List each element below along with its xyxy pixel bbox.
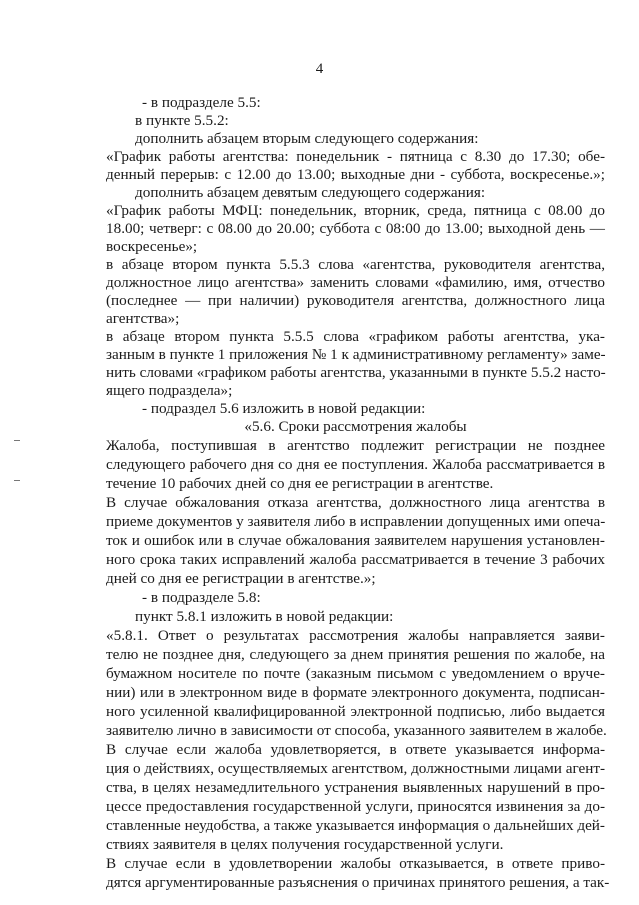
text-line: ного срока таких исправлений жалоба рассматривается в течение 3 рабочих (106, 551, 605, 568)
text-line: приеме документов у заявителя либо в исправлении допущенных ими опеча- (106, 513, 606, 530)
text-line: В случае если жалоба удовлетворяется, в ответе указывается информа- (106, 741, 605, 758)
text-line: 18.00; четверг: с 08.00 до 20.00; суббота с 08:00 до 13.00; выходной день — (106, 220, 605, 237)
text-line: дополнить абзацем вторым следующего содержания: (135, 130, 479, 147)
page-number: 4 (315, 61, 324, 77)
text-line: в абзаце втором пункта 5.5.3 слова «агентства, руководителя агентства, (106, 256, 605, 273)
text-line: пункт 5.8.1 изложить в новой редакции: (135, 608, 394, 625)
text-line: ства, в целях незамедлительного устранения выявленных нарушений в про- (106, 779, 605, 796)
text-line: - в подразделе 5.5: (142, 94, 261, 111)
text-line: «5.8.1. Ответ о результатах рассмотрения жалобы направляется заяви- (106, 627, 605, 644)
text-line: - в подразделе 5.8: (142, 589, 261, 606)
text-line: (последнее — при наличии) руководителя агентства, должностного лица (106, 292, 605, 309)
text-line: заявителю лично в зависимости от способа, указанного заявителем в жалобе. (106, 722, 607, 739)
text-line: ствиях заявителя в целях получения государственной услуги. (106, 836, 504, 853)
text-line: нии) или в электронном виде в формате электронного документа, подписан- (106, 684, 605, 701)
text-line: нить словами «графиком работы агентства, указанными в пункте 5.5.2 насто- (106, 364, 606, 381)
text-line: дополнить абзацем девятым следующего содержания: (135, 184, 486, 201)
text-line: в абзаце втором пункта 5.5.5 слова «графиком работы агентства, ука- (106, 328, 605, 345)
text-line: ция о действиях, осуществляемых агентством, должностными лицами агент- (106, 760, 606, 777)
text-line: занным в пункте 1 приложения № 1 к административному регламенту» заме- (106, 346, 606, 363)
text-line: телю не позднее дня, следующего за днем принятия решения по жалобе, на (106, 646, 605, 663)
text-line: в пункте 5.5.2: (135, 112, 229, 129)
text-line: агентства»; (106, 310, 180, 327)
section-heading: «5.6. Сроки рассмотрения жалобы (244, 418, 467, 435)
text-line: следующего рабочего дня со дня ее поступления. Жалоба рассматривается в (106, 456, 605, 473)
margin-mark (14, 480, 20, 481)
text-line: бумажном носителе по почте (заказным письмом с уведомлением о вруче- (106, 665, 605, 682)
margin-mark (14, 440, 20, 441)
text-line: В случае обжалования отказа агентства, должностного лица агентства в (106, 494, 605, 511)
text-line: «График работы агентства: понедельник - пятница с 8.30 до 17.30; обе- (106, 148, 605, 165)
text-line: ставленные неудобства, а также указывается информация о дальнейших дей- (106, 817, 605, 834)
text-line: дятся аргументированные разъяснения о причинах принятого решения, а так- (106, 874, 610, 891)
text-line: В случае если в удовлетворении жалобы отказывается, в ответе приво- (106, 855, 605, 872)
text-line: ного усиленной квалифицированной электронной подписью, либо выдается (106, 703, 605, 720)
text-line: воскресенье»; (106, 238, 198, 255)
text-line: «График работы МФЦ: понедельник, вторник, среда, пятница с 08.00 до (106, 202, 605, 219)
text-line: Жалоба, поступившая в агентство подлежит регистрации не позднее (106, 437, 605, 454)
text-line: ток и ошибок или в случае обжалования заявителем нарушения установлен- (106, 532, 605, 549)
text-line: дней со дня ее регистрации в агентстве.»; (106, 570, 376, 587)
text-line: денный перерыв: с 12.00 до 13.00; выходные дни - суббота, воскресенье.»; (106, 166, 605, 183)
text-line: ящего подраздела»; (106, 382, 233, 399)
text-line: - подраздел 5.6 изложить в новой редакции: (142, 400, 426, 417)
text-line: должностное лицо агентства» заменить словами «фамилию, имя, отчество (106, 274, 605, 291)
text-line: течение 10 рабочих дней со дня ее регистрации в агентстве. (106, 475, 494, 492)
text-line: цессе предоставления государственной услуги, приносятся извинения за до- (106, 798, 605, 815)
